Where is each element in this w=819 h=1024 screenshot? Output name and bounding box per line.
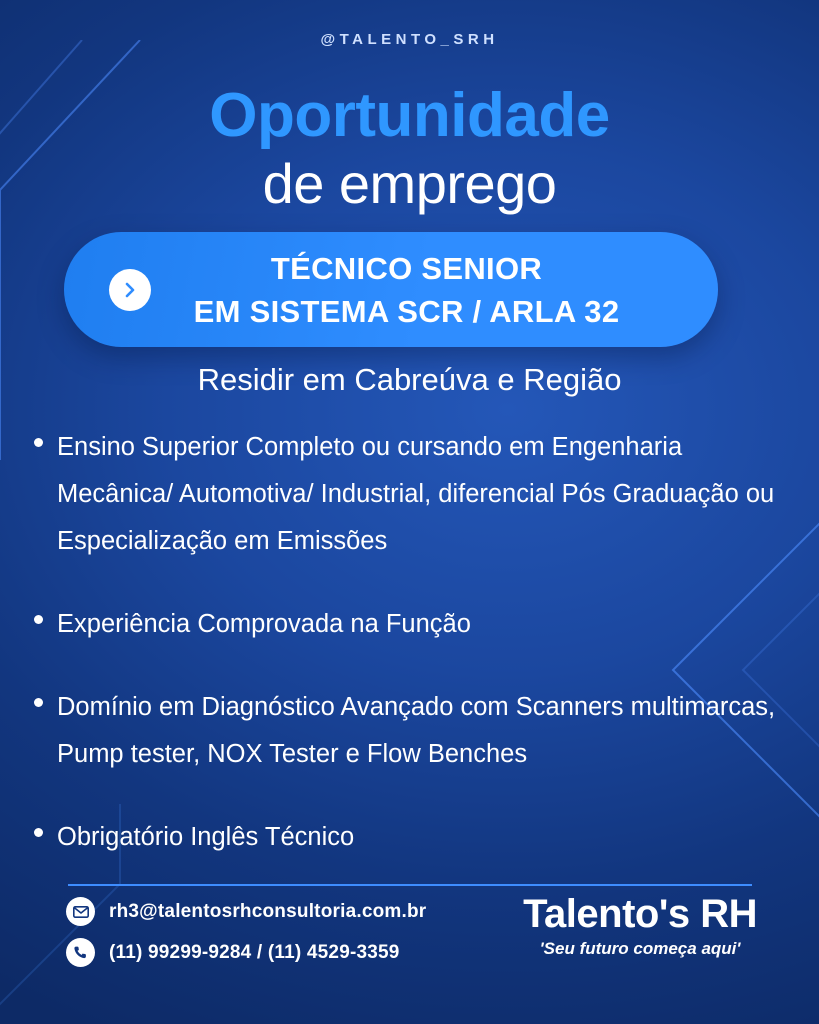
- bullet-dot-icon: [34, 828, 43, 837]
- requirement-text: Ensino Superior Completo ou cursando em Engenharia Mecânica/ Automotiva/ Industrial, diferencial Pós Graduação ou Especialização em Emissões: [57, 433, 775, 555]
- bullet-dot-icon: [34, 615, 43, 624]
- company-logo: [523, 893, 757, 959]
- job-title: [151, 247, 718, 333]
- job-title-line-1: TÉCNICO SENIOR: [270, 250, 543, 286]
- contact-email-row[interactable]: [66, 897, 536, 926]
- location-requirement: Residir em Cabreúva e Região: [197, 362, 622, 397]
- list-item: [34, 814, 784, 861]
- contact-email: rh3@talentosrhconsultoria.com.br: [109, 900, 427, 922]
- bullet-dot-icon: [34, 438, 43, 447]
- headline: [0, 81, 819, 215]
- job-title-banner: [64, 232, 718, 347]
- list-item: [34, 684, 784, 778]
- contact-phones: (11) 99299-9284 / (11) 4529-3359: [109, 941, 400, 963]
- requirement-text: Obrigatório Inglês Técnico: [57, 823, 355, 851]
- job-title-line-2: EM SISTEMA SCR / ARLA 32: [193, 293, 620, 329]
- list-item: [34, 601, 784, 648]
- headline-line-2: de emprego: [262, 152, 557, 215]
- list-item: [34, 424, 784, 565]
- requirement-text: Domínio em Diagnóstico Avançado com Scanners multimarcas, Pump tester, NOX Tester e Flow Benches: [57, 693, 776, 768]
- contact-phone-row[interactable]: [66, 938, 536, 967]
- phone-icon: [66, 938, 95, 967]
- requirement-text: Experiência Comprovada na Função: [57, 610, 471, 638]
- footer-divider: [68, 884, 752, 886]
- chevron-right-icon: [109, 269, 151, 311]
- requirements-list: [34, 424, 784, 861]
- bullet-dot-icon: [34, 698, 43, 707]
- envelope-icon: [66, 897, 95, 926]
- company-name: Talento's RH: [523, 892, 757, 936]
- company-tagline: 'Seu futuro começa aqui': [539, 939, 741, 958]
- social-handle: @TALENTO_SRH: [320, 31, 499, 48]
- headline-line-1: Oportunidade: [209, 81, 610, 150]
- contact-block: [66, 897, 536, 979]
